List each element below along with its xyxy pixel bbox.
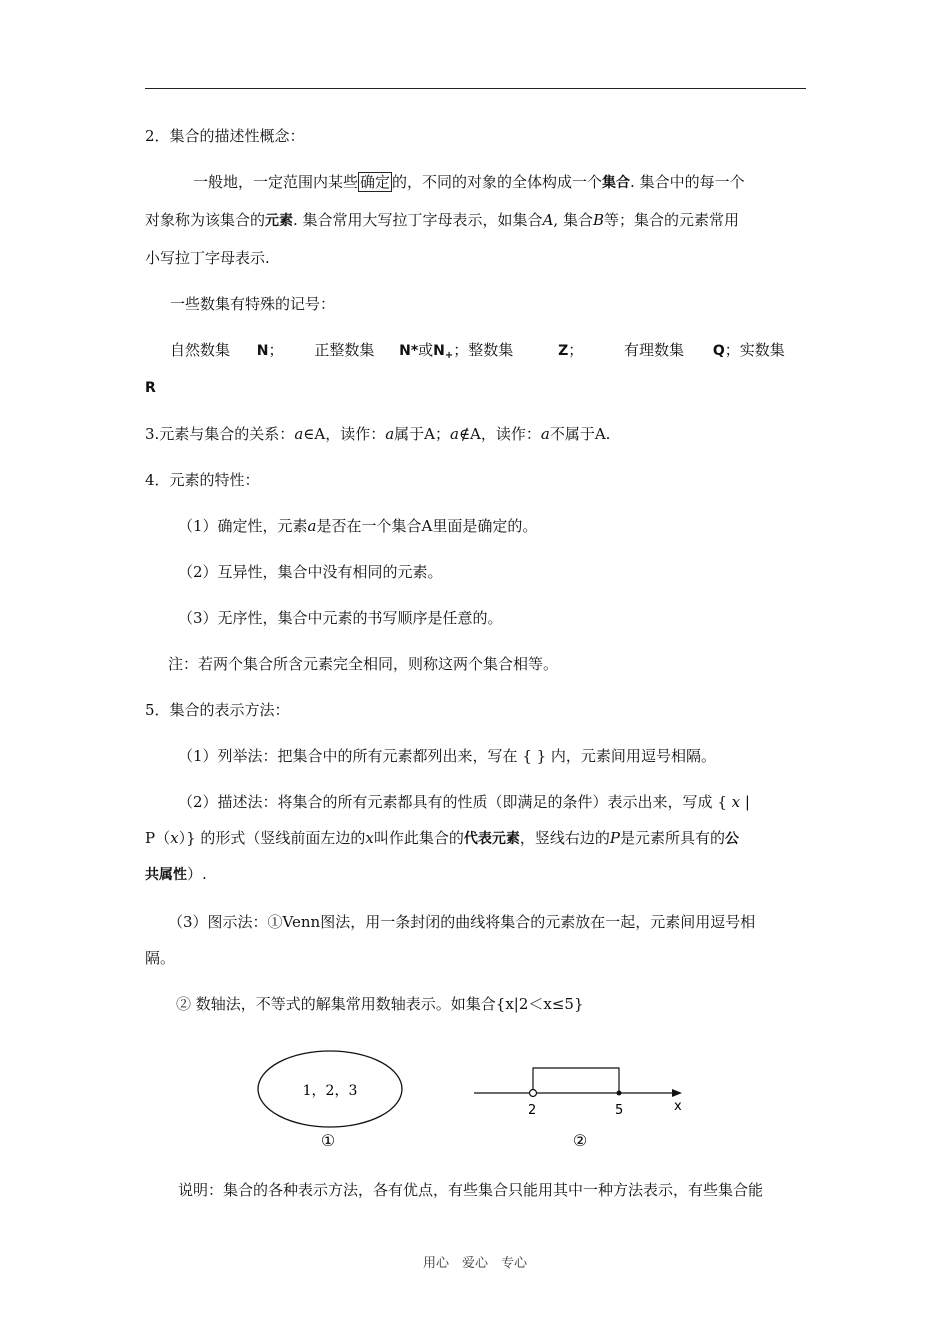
var-x: x: [365, 829, 374, 847]
var-a: a: [540, 425, 550, 443]
plus-subscript: +: [444, 350, 454, 361]
property-1: [178, 516, 843, 536]
sym-N-star: N*: [399, 343, 419, 359]
text: ）} 的形式（竖线前面左边的: [178, 829, 366, 847]
property-3: （3）无序性，集合中元素的书写顺序是任意的。: [178, 609, 503, 627]
open-endpoint: [530, 1090, 537, 1097]
var-a: a: [294, 425, 304, 443]
number-line-method: ② 数轴法，不等式的解集常用数轴表示。如集合{x|2＜x≤5}: [176, 995, 584, 1013]
label-real: ；实数集: [724, 341, 785, 359]
text: |: [744, 793, 750, 811]
var-a: a: [450, 425, 459, 443]
closed-endpoint: [617, 1091, 622, 1096]
text: . 集合中的每一个: [630, 173, 745, 191]
venn-elements: 1，2，3: [302, 1083, 358, 1099]
sym-Z: Z: [558, 343, 569, 359]
tick-label-5: 5: [615, 1103, 624, 1118]
axis-arrow: [672, 1089, 682, 1097]
text: 一般地，一定范围内某些: [193, 173, 359, 191]
section-3-line: [145, 424, 810, 444]
text: 的，不同的对象的全体构成一个: [392, 173, 603, 191]
var-a: a: [385, 425, 395, 443]
equality-note: 注：若两个集合所含元素完全相同，则称这两个集合相等。: [168, 655, 559, 673]
text: ∈A，读作：: [303, 425, 386, 443]
boxed-term: 确定: [360, 173, 391, 191]
tick-label-2: 2: [528, 1103, 537, 1118]
label-integer: ；整数集: [453, 341, 514, 359]
definition-line-1: [193, 172, 858, 193]
closing-note: 说明：集合的各种表示方法，各有优点，有些集合只能用其中一种方法表示，有些集合能: [178, 1181, 764, 1199]
sym-N-plus: N: [433, 343, 445, 359]
text: . 集合常用大写拉丁字母表示，如集合: [293, 211, 543, 229]
method-graph-line-2: 隔。: [145, 949, 176, 967]
text: 属于A；: [394, 425, 450, 443]
axis-label-x: x: [674, 1099, 682, 1114]
special-sets-intro: 一些数集有特殊的记号：: [170, 295, 336, 313]
text: （1）确定性，元素: [178, 517, 308, 535]
property-2: （2）互异性，集合中没有相同的元素。: [178, 563, 443, 581]
definition-line-3: 小写拉丁字母表示.: [145, 249, 270, 267]
label-rational: 有理数集: [624, 341, 685, 359]
interval-bracket: [533, 1068, 619, 1093]
text: 对象称为该集合的: [145, 211, 266, 229]
text: ）.: [187, 865, 207, 883]
sym-Q: Q: [712, 343, 725, 359]
text: , 集合: [553, 211, 593, 229]
var-a: a: [307, 517, 317, 535]
var-B: B: [592, 211, 604, 229]
var-x: x: [170, 829, 179, 847]
sym-R: R: [145, 380, 156, 396]
text: ∉A，读作：: [458, 425, 541, 443]
method-roster: （1）列举法：把集合中的所有元素都列出来，写在 { } 内，元素间用逗号相隔。: [178, 747, 716, 765]
text: 叫作此集合的: [373, 829, 464, 847]
bold-term-set: 集合: [602, 175, 631, 191]
definition-line-2: [145, 210, 810, 231]
header-rule: [145, 88, 806, 89]
text: ；: [568, 341, 584, 359]
text: 等；集合的元素常用: [603, 211, 739, 229]
text: 是否在一个集合A里面是确定的。: [316, 517, 538, 535]
section-2-heading: 2．集合的描述性概念：: [145, 127, 305, 145]
bold-term-representative: 代表元素: [463, 831, 520, 847]
text: （2）描述法：将集合的所有元素都具有的性质（即满足的条件）表示出来，写成 {: [178, 793, 727, 811]
special-sets-line: [170, 340, 835, 366]
bold-term-common: 公: [725, 831, 739, 847]
text: P（: [145, 829, 171, 847]
sym-N: N: [256, 343, 269, 359]
section-4-heading: 4．元素的特性：: [145, 471, 260, 489]
method-graph-line-1: （3）图示法：①Venn图法，用一条封闭的曲线将集合的元素放在一起，元素间用逗号相: [168, 913, 756, 931]
page-footer: 用心 爱心 专心: [422, 1256, 527, 1271]
number-line-caption: ②: [572, 1131, 588, 1150]
venn-diagram: [250, 1050, 420, 1160]
text: 或: [418, 341, 434, 359]
text: ，竖线右边的: [519, 829, 610, 847]
bold-term-element: 元素: [265, 213, 294, 229]
method-description-line-2: [145, 828, 810, 849]
text: 不属于A.: [549, 425, 611, 443]
bold-term-attribute: 共属性: [145, 867, 187, 883]
text: ；: [268, 341, 284, 359]
var-P: P: [609, 829, 620, 847]
number-line-diagram: [470, 1060, 700, 1160]
text: 是元素所具有的: [619, 829, 725, 847]
section-5-heading: 5．集合的表示方法：: [145, 701, 290, 719]
text: 3.元素与集合的关系：: [145, 425, 295, 443]
label-natural: 自然数集: [170, 341, 231, 359]
var-A: A: [542, 211, 554, 229]
var-x: x: [731, 793, 741, 811]
venn-caption: ①: [320, 1131, 336, 1150]
label-positive-integer: 正整数集: [314, 341, 375, 359]
method-description-line-3: [145, 864, 810, 885]
method-description-line-1: [178, 792, 843, 812]
